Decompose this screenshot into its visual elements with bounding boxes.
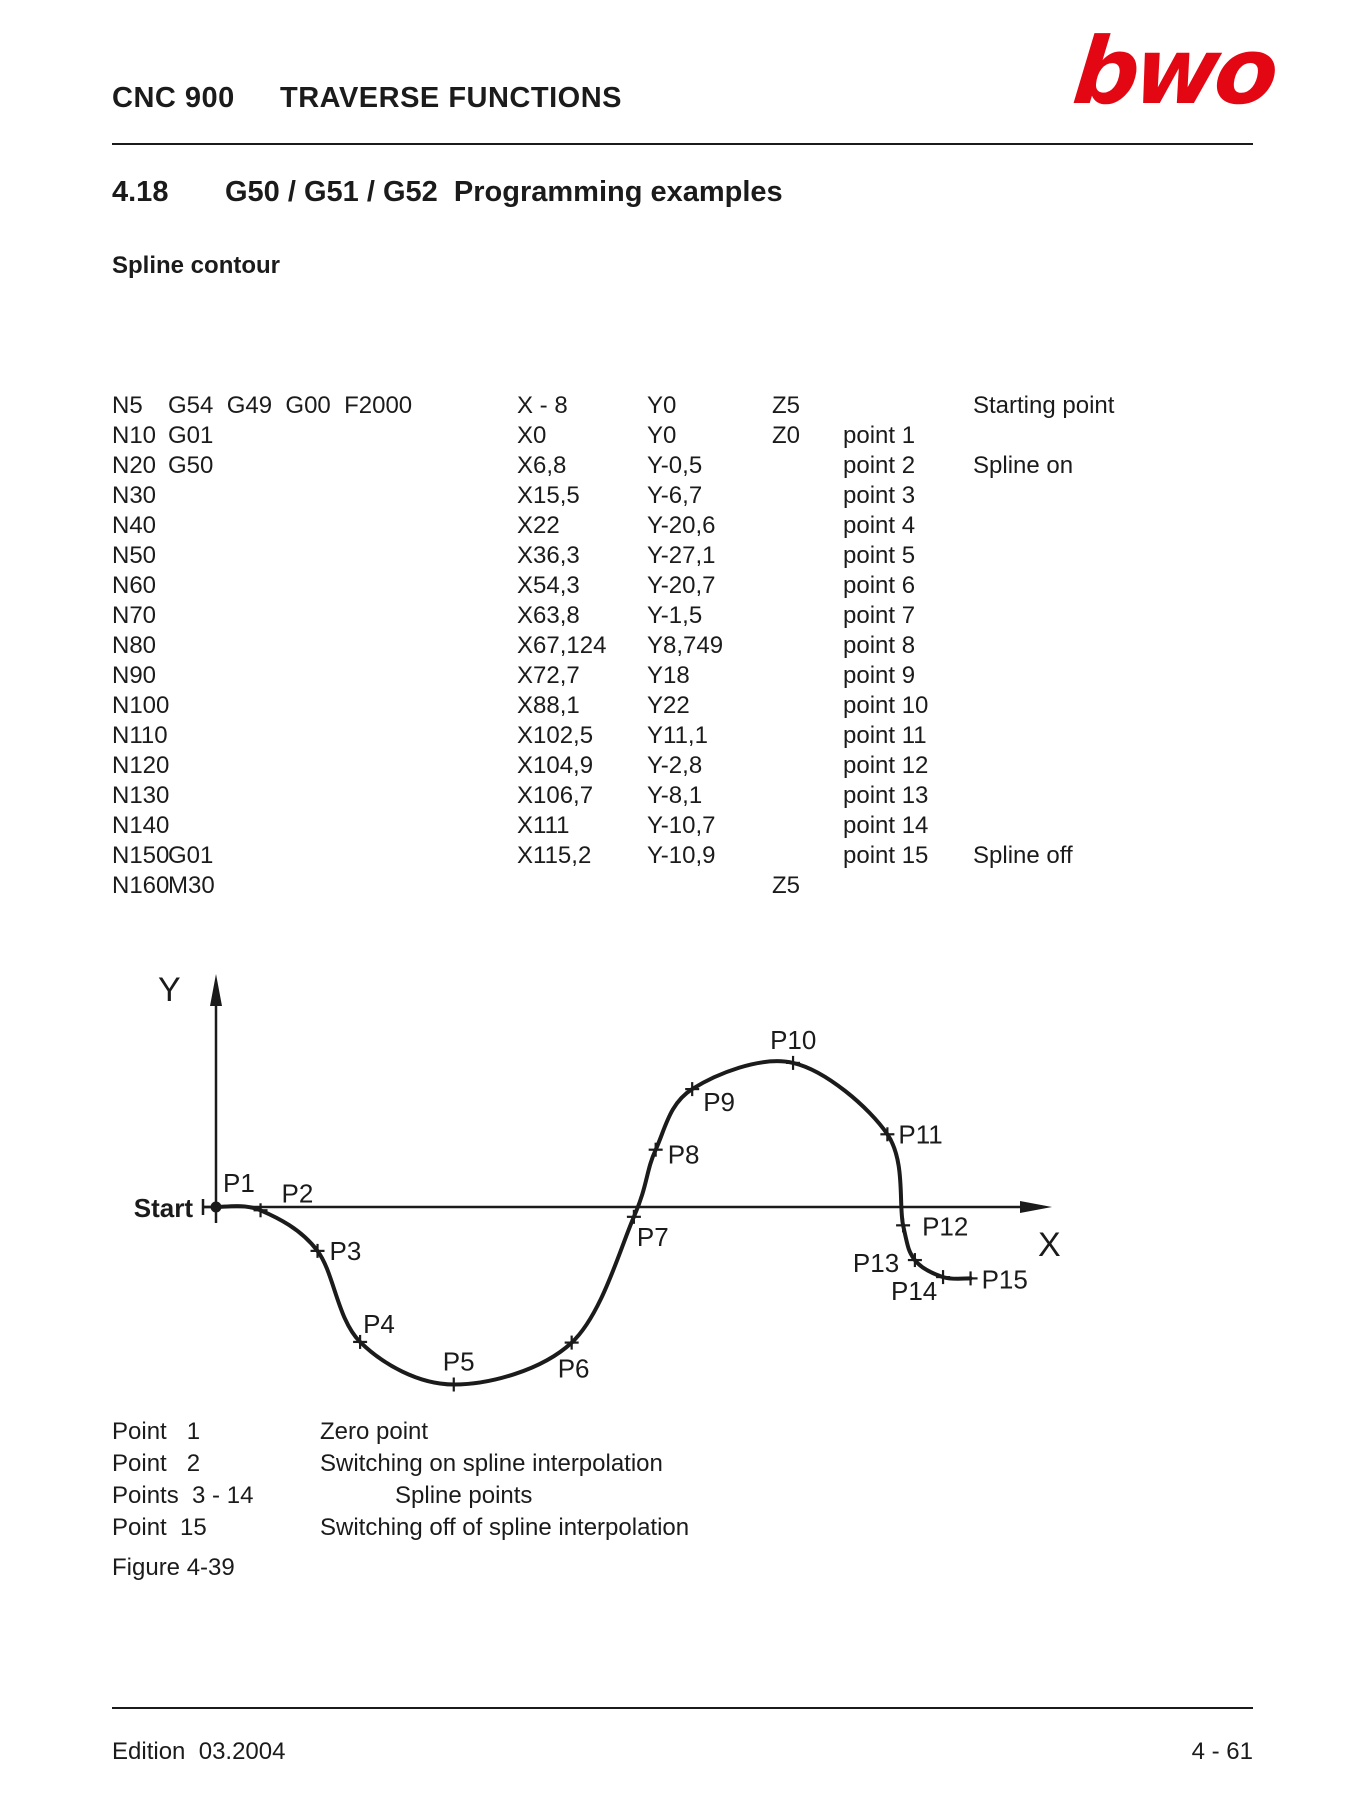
program-cell-pt: point 15 — [843, 842, 929, 869]
program-cell-n: N100 — [112, 692, 170, 719]
program-cell-g: G50 — [168, 452, 214, 479]
program-cell-x: X115,2 — [517, 842, 592, 869]
legend-point-description: Spline points — [395, 1482, 533, 1509]
program-cell-x: X0 — [517, 422, 547, 449]
program-cell-y: Y0 — [647, 392, 677, 419]
program-cell-x: X22 — [517, 512, 560, 539]
point-label-p7: P7 — [636, 1221, 669, 1252]
start-label: Start — [133, 1193, 193, 1223]
point-label-p3: P3 — [329, 1235, 362, 1266]
point-label-p5: P5 — [442, 1346, 475, 1377]
program-cell-n: N120 — [112, 752, 170, 779]
legend-point-label: Point 1 — [112, 1418, 201, 1445]
spline-curve — [216, 1061, 971, 1384]
program-cell-pt: point 9 — [843, 662, 916, 689]
program-row — [112, 692, 1262, 722]
program-row — [112, 542, 1262, 572]
program-cell-y: Y-10,9 — [647, 842, 716, 869]
bwo-logo: bwo — [1068, 18, 1279, 125]
x-axis-arrow — [1020, 1201, 1052, 1213]
program-cell-y: Y-1,5 — [647, 602, 703, 629]
program-cell-pt: point 1 — [843, 422, 916, 449]
legend-point-description: Switching off of spline interpolation — [320, 1514, 690, 1541]
program-cell-y: Y8,749 — [647, 632, 724, 659]
program-cell-g: G01 — [168, 422, 214, 449]
program-cell-pt: point 5 — [843, 542, 916, 569]
program-cell-n: N110 — [112, 722, 168, 749]
program-cell-y: Y18 — [647, 662, 690, 689]
program-cell-g: M30 — [168, 872, 215, 899]
program-cell-n: N60 — [112, 572, 157, 599]
legend-point-label: Points 3 - 14 — [112, 1482, 254, 1509]
program-cell-n: N80 — [112, 632, 157, 659]
legend-row — [112, 1514, 1012, 1546]
point-label-p13: P13 — [852, 1248, 900, 1279]
program-row — [112, 572, 1262, 602]
legend-point-label: Point 2 — [112, 1450, 201, 1477]
program-row — [112, 422, 1262, 452]
program-cell-x: X54,3 — [517, 572, 580, 599]
header-chapter-title: TRAVERSE FUNCTIONS — [280, 82, 622, 114]
point-label-p15: P15 — [981, 1264, 1028, 1295]
program-row — [112, 782, 1262, 812]
program-cell-x: X36,3 — [517, 542, 580, 569]
program-cell-n: N30 — [112, 482, 157, 509]
point-label-p4: P4 — [363, 1308, 395, 1339]
program-row — [112, 722, 1262, 752]
point-label-p12: P12 — [922, 1211, 969, 1242]
point-label-p9: P9 — [703, 1087, 736, 1118]
legend-row — [112, 1450, 1012, 1482]
program-cell-pt: point 6 — [843, 572, 916, 599]
program-cell-pt: point 2 — [843, 452, 916, 479]
legend-point-description: Switching on spline interpolation — [320, 1450, 663, 1477]
program-cell-n: N5 — [112, 392, 143, 419]
point-label-p6: P6 — [557, 1353, 590, 1384]
program-listing — [112, 392, 1262, 902]
section-number: 4.18 — [112, 176, 169, 208]
program-row — [112, 752, 1262, 782]
program-cell-x: X102,5 — [517, 722, 594, 749]
program-cell-x: X67,124 — [517, 632, 607, 659]
program-cell-pt: point 11 — [843, 722, 927, 749]
program-cell-y: Y-6,7 — [647, 482, 703, 509]
header-rule — [112, 143, 1253, 145]
program-cell-pt: point 13 — [843, 782, 929, 809]
legend-point-description: Zero point — [320, 1418, 429, 1445]
program-cell-n: N130 — [112, 782, 170, 809]
point-label-p8: P8 — [667, 1139, 700, 1170]
program-cell-pt: point 4 — [843, 512, 916, 539]
program-cell-x: X6,8 — [517, 452, 567, 479]
legend-row — [112, 1482, 1012, 1514]
footer-rule — [112, 1707, 1253, 1709]
program-cell-x: X - 8 — [517, 392, 568, 419]
program-cell-x: X72,7 — [517, 662, 580, 689]
program-cell-n: N70 — [112, 602, 157, 629]
program-cell-y: Y-20,6 — [647, 512, 716, 539]
footer-page-number: 4 - 61 — [1191, 1738, 1253, 1765]
program-cell-cm: Spline off — [973, 842, 1073, 869]
spline-contour-diagram — [0, 930, 1364, 1400]
point-label-p11: P11 — [898, 1119, 943, 1150]
point-label-p2: P2 — [281, 1178, 314, 1209]
program-cell-n: N150 — [112, 842, 170, 869]
program-cell-y: Y-27,1 — [647, 542, 716, 569]
program-cell-y: Y0 — [647, 422, 677, 449]
program-cell-y: Y11,1 — [647, 722, 708, 749]
program-cell-x: X106,7 — [517, 782, 594, 809]
program-cell-n: N90 — [112, 662, 157, 689]
program-cell-pt: point 8 — [843, 632, 916, 659]
program-cell-z: Z5 — [772, 392, 801, 419]
point-label-p14: P14 — [891, 1276, 938, 1307]
program-cell-x: X15,5 — [517, 482, 580, 509]
program-cell-z: Z0 — [772, 422, 801, 449]
program-cell-x: X104,9 — [517, 752, 594, 779]
program-cell-pt: point 3 — [843, 482, 916, 509]
program-cell-x: X111 — [517, 812, 570, 839]
program-cell-n: N20 — [112, 452, 157, 479]
x-axis-label: X — [1038, 1226, 1061, 1264]
program-cell-pt: point 7 — [843, 602, 916, 629]
program-row — [112, 812, 1262, 842]
y-axis-label: Y — [158, 971, 181, 1009]
program-cell-n: N40 — [112, 512, 157, 539]
program-row — [112, 452, 1262, 482]
program-cell-x: X63,8 — [517, 602, 580, 629]
program-cell-z: Z5 — [772, 872, 801, 899]
program-row — [112, 662, 1262, 692]
program-cell-n: N10 — [112, 422, 157, 449]
y-axis-arrow — [210, 974, 222, 1006]
legend-row — [112, 1418, 1012, 1450]
footer-edition: Edition 03.2004 — [112, 1738, 286, 1765]
program-cell-y: Y-0,5 — [647, 452, 703, 479]
program-cell-y: Y22 — [647, 692, 690, 719]
point-label-p1: P1 — [223, 1168, 255, 1198]
program-cell-n: N160 — [112, 872, 170, 899]
program-cell-y: Y-20,7 — [647, 572, 716, 599]
program-cell-g: G01 — [168, 842, 214, 869]
subheading-spline-contour: Spline contour — [112, 252, 280, 279]
program-cell-x: X88,1 — [517, 692, 580, 719]
program-row — [112, 392, 1262, 422]
header-product-name: CNC 900 — [112, 82, 235, 114]
figure-caption: Figure 4-39 — [112, 1554, 235, 1581]
program-cell-g: G54 G49 G00 F2000 — [168, 392, 413, 419]
program-cell-y: Y-10,7 — [647, 812, 716, 839]
program-cell-pt: point 10 — [843, 692, 929, 719]
point-legend — [112, 1418, 1012, 1546]
section-title: G50 / G51 / G52 Programming examples — [225, 176, 783, 208]
program-cell-cm: Starting point — [973, 392, 1115, 419]
program-row — [112, 872, 1262, 902]
program-cell-n: N50 — [112, 542, 157, 569]
program-cell-cm: Spline on — [973, 452, 1074, 479]
program-row — [112, 482, 1262, 512]
program-cell-pt: point 14 — [843, 812, 929, 839]
program-cell-pt: point 12 — [843, 752, 929, 779]
program-row — [112, 632, 1262, 662]
program-row — [112, 512, 1262, 542]
program-cell-y: Y-8,1 — [647, 782, 703, 809]
program-row — [112, 842, 1262, 872]
program-cell-n: N140 — [112, 812, 170, 839]
program-cell-y: Y-2,8 — [647, 752, 703, 779]
point-label-p10: P10 — [770, 1024, 817, 1055]
program-row — [112, 602, 1262, 632]
legend-point-label: Point 15 — [112, 1514, 207, 1541]
